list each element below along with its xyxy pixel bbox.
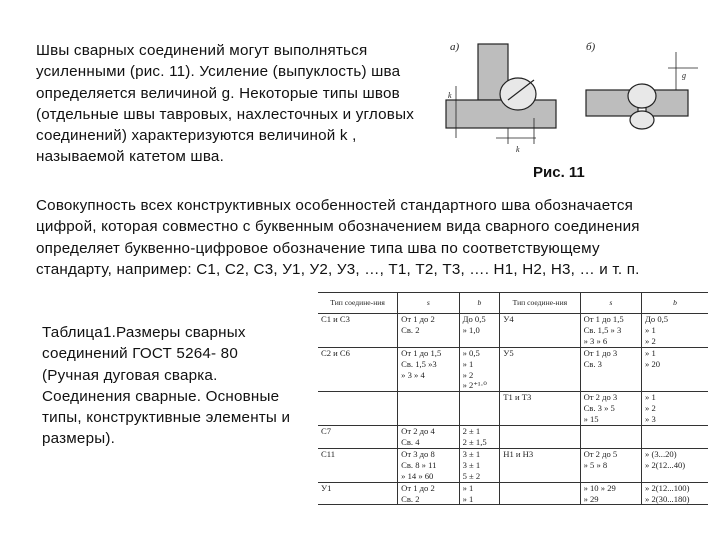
table-cell-t1: С2 и С6 bbox=[318, 347, 398, 392]
table-cell-s2: От 1 до 1,5 Св. 1,5 » 3 » 3 » 6 bbox=[580, 314, 641, 348]
table-cell-b2: » 1 » 20 bbox=[642, 347, 708, 392]
table-cell-t1: С1 и С3 bbox=[318, 314, 398, 348]
body-line-3: определяет буквенно-цифровое обозначение типа шва по соответствующему bbox=[36, 239, 600, 257]
col-header-s-2: s bbox=[580, 293, 641, 314]
table-cell-s2: От 1 до 3 Св. 3 bbox=[580, 347, 641, 392]
table-cell-t1: С7 bbox=[318, 426, 398, 449]
col-header-s-1: s bbox=[398, 293, 459, 314]
table-cell-s1: От 2 до 4 Св. 4 bbox=[398, 426, 459, 449]
table-caption-line-4: Соединения сварные. Основные bbox=[42, 387, 280, 405]
intro-line-1: Швы сварных соединений могут выполняться bbox=[36, 42, 368, 59]
table-cell-t2: Т1 и Т3 bbox=[500, 392, 580, 426]
table-cell-b2: До 0,5 » 1 » 2 bbox=[642, 314, 708, 348]
body-line-4: стандарту, например: С1, С2, С3, У1, У2, У3, …, Т1, Т2, Т3, …. Н1, Н2, Н3, … и т. п. bbox=[36, 260, 640, 278]
table-cell-s2: » 10 » 29 » 29 bbox=[580, 482, 641, 505]
table-cell-s1: От 1 до 1,5 Св. 1,5 »3 » 3 » 4 bbox=[398, 347, 459, 392]
table-cell-b2: » (3...20) » 2(12...40) bbox=[642, 448, 708, 482]
intro-line-3: определяется величиной g. Некоторые типы швов bbox=[36, 84, 400, 102]
table-caption-line-1: Таблица1.Размеры сварных bbox=[42, 324, 246, 341]
table-cell-s1: От 3 до 8 Св. 8 » 11 » 14 » 60 bbox=[398, 448, 459, 482]
table-row bbox=[318, 426, 708, 449]
table-caption-line-5: типы, конструктивные элементы и bbox=[42, 409, 291, 427]
intro-line-2: усиленными (рис. 11). Усиление (выпуклость) шва bbox=[36, 63, 401, 81]
figure-a-label: а) bbox=[450, 41, 460, 53]
table-cell-t2 bbox=[500, 482, 580, 505]
intro-line-4: (отдельные швы тавровых, нахлесточных и угловых bbox=[36, 105, 414, 123]
col-header-type-1: Тип соедине-ния bbox=[318, 293, 398, 314]
table-cell-b1: До 0,5 » 1,0 bbox=[459, 314, 500, 348]
intro-paragraph bbox=[36, 40, 431, 168]
body-line-2: цифрой, которая совместно с буквенным обозначением вида сварного соединения bbox=[36, 218, 640, 236]
table-row bbox=[318, 347, 708, 392]
table-cell-s1 bbox=[398, 392, 459, 426]
svg-text:g: g bbox=[682, 71, 686, 80]
figure-b-label: б) bbox=[586, 41, 596, 53]
table-header-row bbox=[318, 293, 708, 314]
table-cell-t1: С11 bbox=[318, 448, 398, 482]
table-row bbox=[318, 314, 708, 348]
table-cell-b1 bbox=[459, 392, 500, 426]
col-header-b-1: b bbox=[459, 293, 500, 314]
table-cell-b2 bbox=[642, 426, 708, 449]
table-cell-b1: 3 ± 1 3 ± 1 5 ± 2 bbox=[459, 448, 500, 482]
col-header-b-2: b bbox=[642, 293, 708, 314]
table-caption bbox=[42, 322, 312, 450]
table-row bbox=[318, 482, 708, 505]
table-cell-s1: От 1 до 2 Св. 2 bbox=[398, 482, 459, 505]
table-cell-t1: У1 bbox=[318, 482, 398, 505]
table-cell-t2: У4 bbox=[500, 314, 580, 348]
table-cell-b1: » 0,5 » 1 » 2 » 2⁺¹·⁰ bbox=[459, 347, 500, 392]
body-line-1: Совокупность всех конструктивных особенностей стандартного шва обозначается bbox=[36, 197, 634, 214]
table-cell-s2: От 2 до 5 » 5 » 8 bbox=[580, 448, 641, 482]
table-row bbox=[318, 392, 708, 426]
table-cell-b2: » 1 » 2 » 3 bbox=[642, 392, 708, 426]
figure-a bbox=[446, 41, 556, 154]
table-cell-b1: » 1 » 1 bbox=[459, 482, 500, 505]
table-caption-line-6: размеры). bbox=[42, 430, 116, 448]
table-caption-line-2: соединений ГОСТ 5264- 80 bbox=[42, 345, 238, 363]
table-cell-t1 bbox=[318, 392, 398, 426]
table-cell-b2: » 2(12...100) » 2(30...180) bbox=[642, 482, 708, 505]
table-cell-t2: Н1 и Н3 bbox=[500, 448, 580, 482]
svg-text:k: k bbox=[448, 91, 452, 100]
table-cell-t2: У5 bbox=[500, 347, 580, 392]
table-cell-s1: От 1 до 2 Св. 2 bbox=[398, 314, 459, 348]
intro-line-6: называемой катетом шва. bbox=[36, 148, 224, 166]
table-cell-s2 bbox=[580, 426, 641, 449]
table-row bbox=[318, 448, 708, 482]
table-cell-s2: От 2 до 3 Св. 3 » 5 » 15 bbox=[580, 392, 641, 426]
figure-b bbox=[586, 41, 698, 129]
table-cell-t2 bbox=[500, 426, 580, 449]
svg-text:k: k bbox=[516, 145, 520, 154]
intro-line-5: соединений) характеризуются величиной k , bbox=[36, 127, 357, 145]
body-paragraph bbox=[36, 195, 696, 280]
weld-figure bbox=[436, 38, 706, 178]
table-caption-line-3: (Ручная дуговая сварка. bbox=[42, 366, 218, 384]
table-cell-b1: 2 ± 1 2 ± 1,5 bbox=[459, 426, 500, 449]
weld-size-table bbox=[318, 292, 708, 534]
figure-caption: Рис. 11 bbox=[533, 164, 585, 181]
col-header-type-2: Тип соедине-ния bbox=[500, 293, 580, 314]
